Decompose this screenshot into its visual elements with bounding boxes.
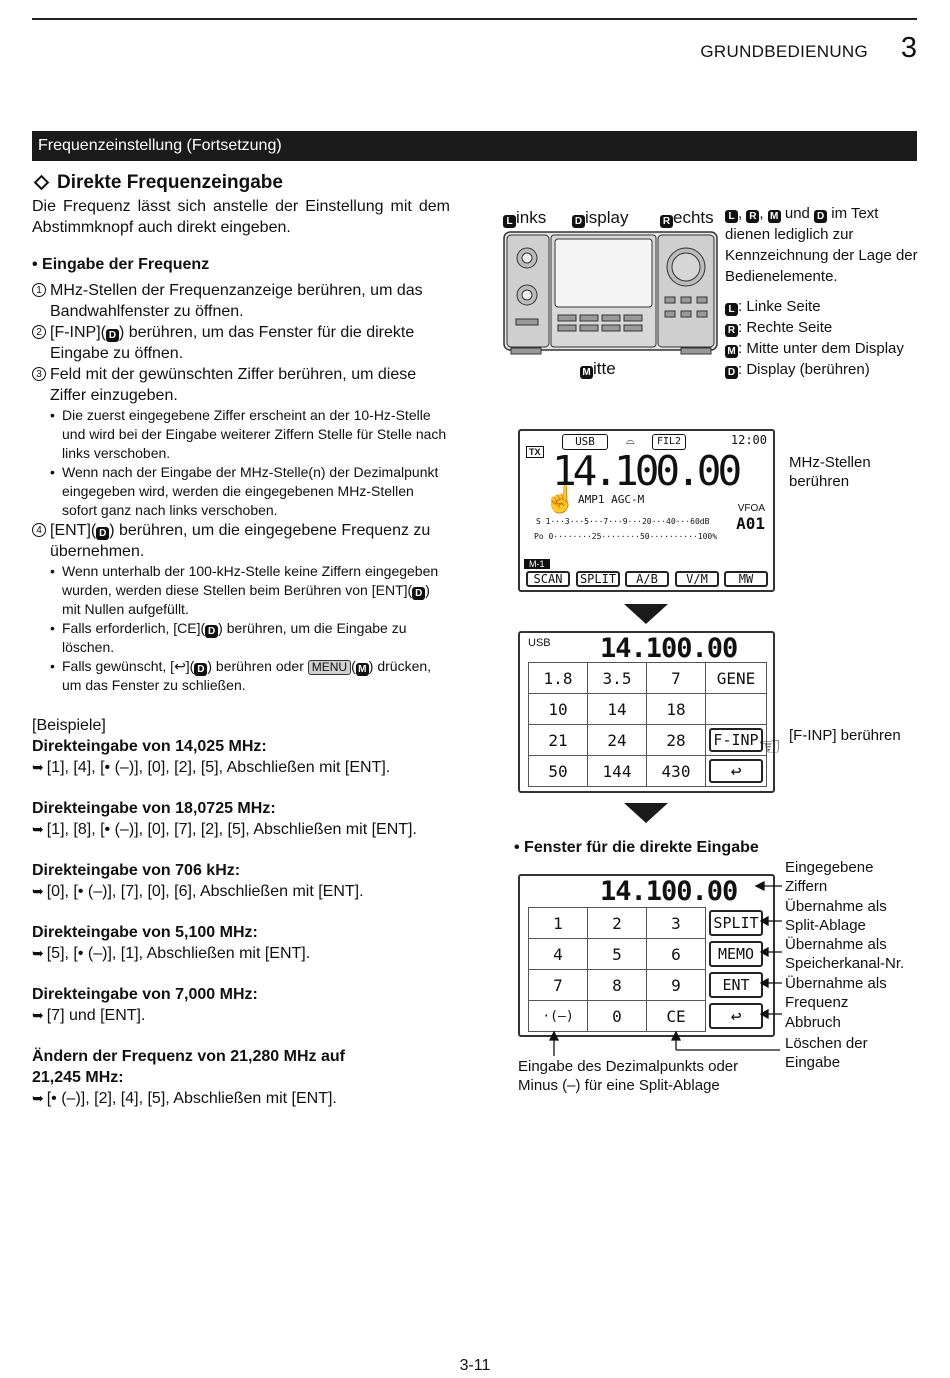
- mw-button[interactable]: MW: [724, 571, 768, 587]
- label-links: L inks: [503, 208, 546, 228]
- key-d-icon: D: [412, 587, 425, 600]
- screen2-caption: [F-INP] berühren: [789, 727, 901, 744]
- split-button[interactable]: SPLIT: [576, 571, 620, 587]
- diamond-icon: [34, 175, 50, 191]
- legend-l: L : Linke Seite: [725, 296, 920, 317]
- example-1: Direkteingabe von 14,025 MHz: ➥ [1], [4], [• (–)], [0], [2], [5], Abschließen mit [ENT].: [32, 738, 391, 776]
- annotation-memo: Übernahme als Speicherkanal-Nr.: [785, 936, 905, 972]
- callout-lines: [518, 860, 818, 1060]
- legend-r: R : Rechte Seite: [725, 317, 920, 338]
- menu-page-label: M-1: [524, 559, 550, 569]
- band-24[interactable]: 24: [587, 724, 647, 756]
- band-50[interactable]: 50: [528, 755, 588, 787]
- example-4: Direkteingabe von 5,100 MHz: ➥ [5], [• (–)], [1], Abschließen mit [ENT].: [32, 924, 311, 962]
- note: • Wenn unterhalb der 100-kHz-Stelle keine Ziffern eingegeben wurden, werden diese Stellen beim Berühren von [ENT]( D ) mit Nullen aufgefüllt.: [50, 563, 439, 617]
- scan-button[interactable]: SCAN: [526, 571, 570, 587]
- step-text: MHz-Stellen der Frequenzanzeige berühren, um das Bandwahlfenster zu öffnen.: [50, 282, 423, 320]
- arrow-icon: ➥: [32, 1090, 44, 1106]
- radio-front-illustration: [503, 231, 718, 355]
- key-d-icon: D: [194, 663, 207, 676]
- step-text: Feld mit der gewünschten Ziffer berühren, um diese Ziffer einzugeben.: [50, 366, 417, 404]
- back-button[interactable]: ↩: [709, 759, 763, 783]
- key-0[interactable]: 0: [587, 1000, 647, 1032]
- band-18[interactable]: 18: [646, 693, 706, 725]
- po-meter-scale: Po 0········25········50··········100%: [534, 532, 718, 541]
- location-legend: [725, 203, 920, 380]
- step-2: [32, 322, 450, 364]
- note: • Wenn nach der Eingabe der MHz-Stelle(n) der Dezimalpunkt eingegeben wird, werden die eingegebenen MHz-Stellen sofort ganz nach links verschoben.: [50, 464, 439, 518]
- arrow-icon: ➥: [32, 1007, 44, 1023]
- down-arrow-icon: [624, 604, 668, 624]
- label-mitte: M itte: [580, 359, 616, 379]
- example-6: Ändern der Frequenz von 21,280 MHz auf 21,245 MHz: ➥ [• (–)], [2], [4], [5], Abschließen mit [ENT].: [32, 1048, 345, 1107]
- annotation-digits: Eingegebene Ziffern: [785, 859, 874, 895]
- clock: 12:00: [730, 433, 767, 447]
- touch-hand-icon: ☜: [758, 731, 782, 761]
- menu-key: MENU: [308, 660, 351, 675]
- band-7[interactable]: 7: [646, 662, 706, 694]
- entered-digits-readout: 14.100.00: [600, 876, 738, 907]
- left-column: [32, 172, 450, 1129]
- s-meter-scale: S 1···3···5···7···9···20···40···60dB: [536, 517, 710, 526]
- memory-channel: A01: [736, 514, 765, 533]
- key-4[interactable]: 4: [528, 938, 588, 970]
- amp-agc-status: AMP1 AGC-M: [578, 493, 645, 506]
- band-gene[interactable]: GENE: [705, 662, 767, 694]
- frequency-readout: 14.100.00: [600, 633, 738, 664]
- key-2[interactable]: 2: [587, 907, 647, 939]
- chapter-title: GRUNDBEDIENUNG: [700, 42, 868, 61]
- ent-button[interactable]: ENT: [709, 972, 763, 998]
- mode-badge[interactable]: USB: [562, 434, 608, 450]
- annotation-decimal: Eingabe des Dezimalpunkts oder Minus (–) für eine Split-Ablage: [518, 1058, 739, 1094]
- step-number: 1: [32, 283, 46, 297]
- arrow-icon: ➥: [32, 821, 44, 837]
- section-bar: Frequenzeinstellung (Fortsetzung): [32, 131, 917, 161]
- page-number: 3-11: [459, 1357, 491, 1374]
- legend-intro: L , R , M und D im Text dienen lediglich zur Kennzeichnung der Lage der Bedienelemente.: [725, 205, 918, 285]
- f-inp-button[interactable]: F-INP: [709, 728, 763, 752]
- label-display: D isplay: [572, 208, 628, 228]
- key-7[interactable]: 7: [528, 969, 588, 1001]
- band-28[interactable]: 28: [646, 724, 706, 756]
- main-display-screen: [518, 429, 775, 592]
- screen1-caption: MHz-Stellen berühren: [789, 454, 871, 490]
- split-button[interactable]: SPLIT: [709, 910, 763, 936]
- section-heading: [32, 172, 450, 193]
- key-5[interactable]: 5: [587, 938, 647, 970]
- filter-badge[interactable]: FIL2: [652, 434, 686, 450]
- step-1: [32, 280, 450, 322]
- annotation-split: Übernahme als Split-Ablage: [785, 898, 887, 934]
- band-1-8[interactable]: 1.8: [528, 662, 588, 694]
- step-3: [32, 364, 450, 406]
- step-4: [32, 520, 450, 562]
- key-decimal-minus[interactable]: ·(–): [528, 1000, 588, 1032]
- step-text: [ENT]( D ) berühren, um die eingegebene Frequenz zu übernehmen.: [50, 522, 431, 560]
- vfo-label: VFOA: [737, 503, 765, 514]
- vm-button[interactable]: V/M: [675, 571, 719, 587]
- mode-label: USB: [528, 637, 551, 649]
- legend-d: D : Display (berühren): [725, 359, 920, 380]
- arrow-icon: ➥: [32, 883, 44, 899]
- step-text: [F-INP]( D ) berühren, um das Fenster für die direkte Eingabe zu öffnen.: [50, 324, 415, 362]
- note: • Falls erforderlich, [CE]( D ) berühren, um die Eingabe zu löschen.: [50, 620, 407, 655]
- key-d-icon: D: [96, 527, 109, 540]
- ab-button[interactable]: A/B: [625, 571, 669, 587]
- key-d-icon: D: [205, 625, 218, 638]
- filter-shape-icon: ⌓: [626, 435, 635, 447]
- annotation-back: Abbruch: [785, 1014, 841, 1031]
- arrow-icon: ➥: [32, 759, 44, 775]
- band-430[interactable]: 430: [646, 755, 706, 787]
- band-select-screen: [518, 631, 782, 793]
- top-rule: [32, 18, 917, 20]
- note: • Die zuerst eingegebene Ziffer erscheint an der 10-Hz-Stelle und wird bei der Eingabe weiterer Ziffern Stelle für Stelle nach links verschoben.: [50, 407, 447, 461]
- example-3: Direkteingabe von 706 kHz: ➥ [0], [• (–)], [7], [0], [6], Abschließen mit [ENT].: [32, 862, 364, 900]
- note: • Falls gewünscht, [↩]( D ) berühren oder MENU ( M ) drücken, um das Fenster zu schließen.: [50, 658, 432, 693]
- key-ce[interactable]: CE: [646, 1000, 706, 1032]
- subheading: • Eingabe der Frequenz: [32, 256, 210, 273]
- key-3[interactable]: 3: [646, 907, 706, 939]
- frequency-readout[interactable]: 14.100.00: [552, 447, 739, 495]
- band-empty: [705, 693, 767, 725]
- examples: [32, 715, 450, 1109]
- step-number: 3: [32, 367, 46, 381]
- arrow-icon: ➥: [32, 945, 44, 961]
- key-d-icon: D: [106, 329, 119, 342]
- example-5: Direkteingabe von 7,000 MHz: ➥ [7] und [ENT].: [32, 986, 258, 1024]
- key-m-icon: M: [356, 663, 369, 676]
- tx-indicator: TX: [526, 446, 544, 458]
- label-rechts: R echts: [660, 208, 714, 228]
- annotation-ent: Übernahme als Frequenz: [785, 975, 887, 1011]
- band-21[interactable]: 21: [528, 724, 588, 756]
- step-number: 2: [32, 325, 46, 339]
- band-3-5[interactable]: 3.5: [587, 662, 647, 694]
- key-6[interactable]: 6: [646, 938, 706, 970]
- band-14[interactable]: 14: [587, 693, 647, 725]
- band-144[interactable]: 144: [587, 755, 647, 787]
- key-9[interactable]: 9: [646, 969, 706, 1001]
- intro-text: Die Frequenz lässt sich anstelle der Einstellung mit dem Abstimmknopf auch direkt eingeben.: [32, 198, 450, 236]
- memo-button[interactable]: MEMO: [709, 941, 763, 967]
- key-8[interactable]: 8: [587, 969, 647, 1001]
- step-number: 4: [32, 523, 46, 537]
- down-arrow-icon: [624, 803, 668, 823]
- chapter-number: 3: [900, 32, 917, 64]
- band-10[interactable]: 10: [528, 693, 588, 725]
- examples-label: [Beispiele]: [32, 717, 106, 734]
- back-button[interactable]: ↩: [709, 1003, 763, 1029]
- annotation-ce: Löschen der Eingabe: [785, 1035, 868, 1071]
- heading-text: Direkte Frequenzeingabe: [57, 172, 283, 193]
- example-2: Direkteingabe von 18,0725 MHz: ➥ [1], [8], [• (–)], [0], [7], [2], [5], Abschließen mit [ENT].: [32, 800, 417, 838]
- back-icon: ↩: [174, 658, 186, 674]
- touch-hand-icon: ☝: [544, 484, 577, 514]
- legend-m: M : Mitte unter dem Display: [725, 338, 920, 359]
- screen3-title: • Fenster für die direkte Eingabe: [514, 839, 759, 856]
- key-1[interactable]: 1: [528, 907, 588, 939]
